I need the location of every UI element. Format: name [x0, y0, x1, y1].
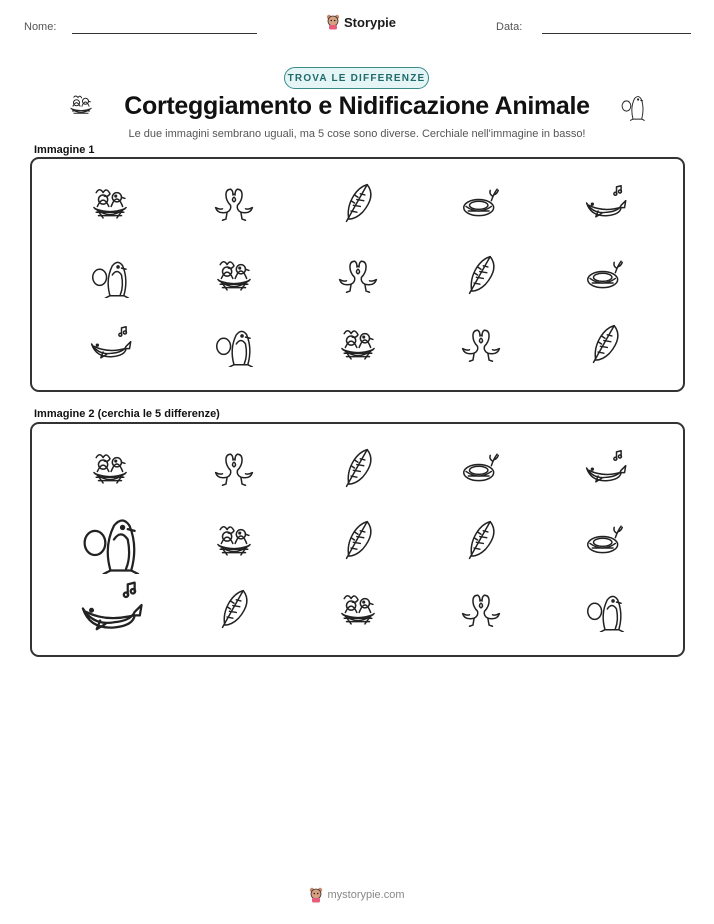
worksheet-type-badge: TROVA LE DIFFERENZE	[284, 67, 429, 89]
nest-icon[interactable]	[458, 445, 504, 491]
birds-in-nest-icon	[66, 90, 96, 120]
swans-icon[interactable]	[458, 586, 504, 632]
swans-icon[interactable]	[211, 445, 257, 491]
footer-url: mystorypie.com	[327, 889, 405, 901]
swans-icon	[335, 252, 381, 298]
feather-icon	[582, 321, 628, 367]
birds-in-nest-icon[interactable]	[211, 517, 257, 563]
picture-1-panel	[30, 157, 685, 392]
instructions: Le due immagini sembrano uguali, ma 5 cose sono diverse. Cerchiale nell'immagine in basso!	[128, 128, 586, 140]
birds-in-nest-icon	[335, 321, 381, 367]
nest-icon	[458, 180, 504, 226]
brand-logo	[326, 14, 396, 30]
bear-icon	[309, 887, 323, 903]
nest-icon	[582, 252, 628, 298]
penguin-egg-icon	[211, 321, 257, 367]
feather-icon[interactable]	[211, 586, 257, 632]
penguin-egg-icon[interactable]	[582, 586, 628, 632]
date-label: Data:	[496, 21, 523, 33]
birds-in-nest-icon[interactable]	[87, 445, 133, 491]
name-label: Nome:	[24, 21, 57, 33]
feather-icon	[335, 180, 381, 226]
penguin-egg-icon[interactable]	[76, 505, 145, 574]
birds-in-nest-icon	[87, 180, 133, 226]
picture-2-panel[interactable]	[30, 422, 685, 657]
footer	[0, 887, 714, 903]
swans-icon	[211, 180, 257, 226]
panel1-label: Immagine 1	[34, 144, 95, 156]
date-field-line[interactable]	[542, 33, 691, 34]
brand-name: Storypie	[344, 14, 397, 30]
whale-icon[interactable]	[76, 574, 145, 643]
feather-icon[interactable]	[335, 517, 381, 563]
whale-icon[interactable]	[582, 445, 628, 491]
name-field-line[interactable]	[72, 33, 257, 34]
page-title: Corteggiamento e Nidificazione Animale	[124, 92, 590, 120]
feather-icon[interactable]	[335, 445, 381, 491]
panel2-label: Immagine 2 (cerchia le 5 differenze)	[34, 408, 220, 420]
feather-icon[interactable]	[458, 517, 504, 563]
swans-icon	[458, 321, 504, 367]
penguin-egg-icon	[87, 252, 133, 298]
nest-icon[interactable]	[582, 517, 628, 563]
whale-icon	[87, 321, 133, 367]
feather-icon	[458, 252, 504, 298]
whale-icon	[582, 180, 628, 226]
birds-in-nest-icon[interactable]	[335, 586, 381, 632]
birds-in-nest-icon	[211, 252, 257, 298]
bear-icon	[326, 14, 340, 30]
penguin-egg-icon	[618, 90, 648, 122]
